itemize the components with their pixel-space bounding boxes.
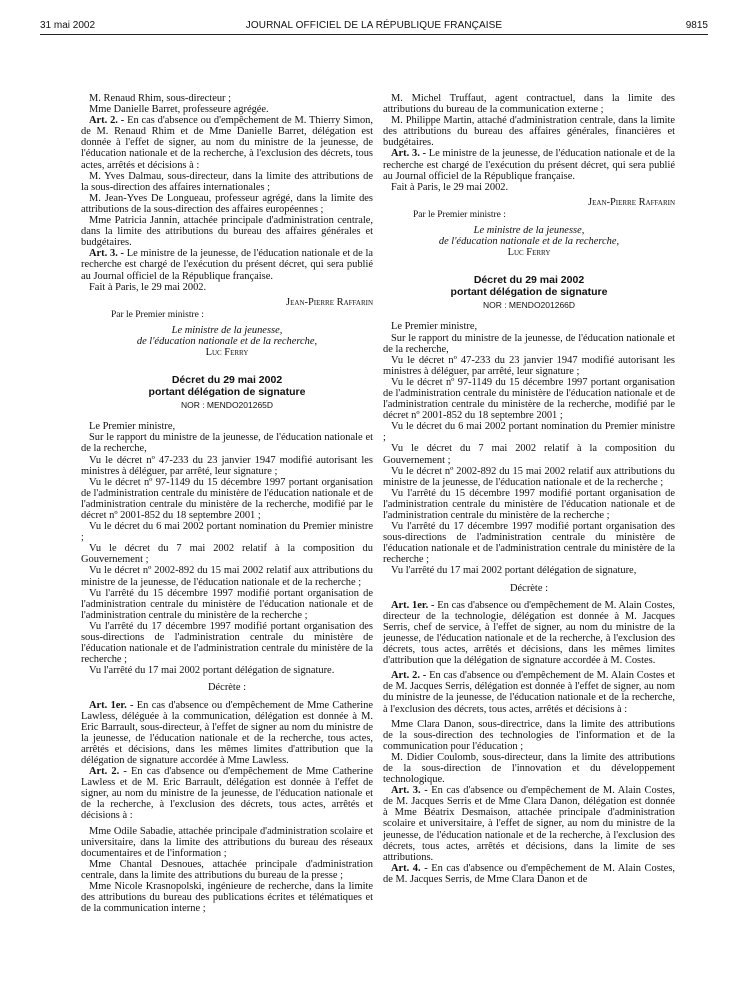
article-3 — [81, 248, 373, 281]
nor-reference: NOR : MENDO201265D — [180, 400, 274, 411]
paragraph: M. Philippe Martin, attaché d'administration centrale, dans la limite des attributions du bureau des affaires générales, financières et budgétaires. — [383, 115, 675, 149]
decree-title — [81, 374, 373, 398]
paragraph: Vu le décret nº 97-1149 du 15 décembre 1997 portant organisation de l'administration centrale du ministère de l'éducation nationale et de l'administration centrale du ministère de la recherche, modifié par le décret nº 2001-852 du 18 septembre 2001 ; — [81, 476, 373, 521]
article-label: Art. 2. - — [89, 115, 125, 127]
paragraph: M. Yves Dalmau, sous-directeur, dans la limite des attributions de la sous-direction des affaires internationales ; — [81, 170, 373, 193]
article-3 — [383, 785, 675, 863]
paragraph: Mme Danielle Barret, professeure agrégée. — [89, 104, 269, 116]
paragraph: Mme Clara Danon, sous-directrice, dans la limite des attributions de la sous-direction des technologies de l'information et de la communication pour l'éducation ; — [383, 718, 675, 752]
article-label: Art. 1er. - — [89, 699, 134, 711]
nor-reference: NOR : MENDO201266D — [482, 300, 576, 311]
article-label: Art. 2. - — [89, 766, 127, 778]
decree-title-line-1: Décret du 29 mai 2002 — [473, 274, 585, 287]
paragraph: Vu le décret du 7 mai 2002 relatif à la composition du Gouvernement ; — [383, 443, 675, 466]
paragraph: Vu le décret du 6 mai 2002 portant nomination du Premier ministre ; — [81, 521, 373, 544]
signature-minister: Luc Ferry — [205, 347, 249, 359]
article-text: Le ministre de la jeunesse, de l'éducation nationale et de la recherche est chargé de l'exécution du présent décret, qui sera publié au Journal officiel de la République française. — [81, 248, 373, 282]
signature-prime-minister: Jean-Pierre Raffarin — [286, 296, 373, 308]
paragraph: Vu le décret du 7 mai 2002 relatif à la composition du Gouvernement ; — [81, 543, 373, 566]
journal-title: JOURNAL OFFICIEL DE LA RÉPUBLIQUE FRANÇAISE — [245, 20, 503, 31]
article-2 — [383, 670, 675, 714]
paragraph: Mme Odile Sabadie, attachée principale d'administration scolaire et universitaire, dans la limite des attributions du bureau des réseaux documentaires et de l'information ; — [81, 825, 373, 859]
paragraph: Vu l'arrêté du 17 mai 2002 portant délégation de signature, — [391, 565, 637, 577]
page-number: 9815 — [685, 20, 708, 31]
article-label: Art. 3. - — [89, 248, 125, 260]
article-label: Art. 2. - — [391, 670, 427, 682]
paragraph: Vu le décret nº 2002-892 du 15 mai 2002 relatif aux attributions du ministre de la jeunesse, de l'éducation nationale et de la recherche ; — [81, 565, 373, 588]
paragraph: M. Jean-Yves De Longueau, professeur agrégé, dans la limite des attributions de la sous-direction des affaires européennes ; — [81, 192, 373, 215]
paragraph: Vu le décret nº 47-233 du 23 janvier 1947 modifié autorisant les ministres à déléguer, par arrêté, leur signature ; — [383, 354, 675, 377]
article-text: En cas d'absence ou d'empêchement de Mme Catherine Lawless, déléguée à la communication, délégation est donnée à M. Eric Barrault, sous-directeur, à l'effet de signer au nom du ministre de la jeunesse, de l'éducation nationale et de la recherche, tous actes, arrêtés et décisions, dans les mêmes limites d'attribution que la délégation de signature accordée à Mme Lawless. — [81, 699, 373, 766]
paragraph: Vu l'arrêté du 17 mai 2002 portant délégation de signature. — [89, 665, 335, 677]
paragraph: Sur le rapport du ministre de la jeunesse, de l'éducation nationale et de la recherche, — [81, 432, 373, 455]
signature-minister: Luc Ferry — [507, 247, 551, 259]
fait-line: Fait à Paris, le 29 mai 2002. — [391, 181, 509, 193]
paragraph: Mme Nicole Krasnopolski, ingénieure de recherche, dans la limite des attributions du bureau des publications écrites et télématiques et de la communication interne ; — [81, 881, 373, 915]
minister-line-1: Le ministre de la jeunesse, — [171, 324, 283, 336]
decrete-heading: Décrète : — [510, 582, 548, 594]
minister-line-1: Le ministre de la jeunesse, — [473, 225, 585, 237]
paragraph: Vu le décret nº 97-1149 du 15 décembre 1997 portant organisation de l'administration centrale du ministère de l'éducation nationale et de l'administration centrale du ministère de la recherche, modifié par le décret nº 2001-852 du 18 septembre 2001 ; — [383, 376, 675, 422]
article-3 — [383, 148, 675, 181]
decree-title-line-1: Décret du 29 mai 2002 — [171, 374, 283, 387]
decree-title-line-2: portant délégation de signature — [148, 386, 306, 399]
paragraph: Le Premier ministre, — [391, 321, 478, 333]
article-text: En cas d'absence ou d'empêchement de Mme Catherine Lawless et de M. Eric Barrault, délégation est donnée à l'effet de signer, au nom du ministre de la jeunesse, de l'éducation nationale et de la recherche, à l'exclusion des décrets, tous actes, arrêtés et décisions à : — [81, 766, 373, 822]
article-text: En cas d'absence ou d'empêchement de M. Alain Costes, de M. Jacques Serris, de Mme Clara Danon et de — [383, 862, 675, 885]
right-column — [383, 93, 675, 885]
signature-prime-minister: Jean-Pierre Raffarin — [588, 196, 675, 208]
article-2 — [81, 766, 373, 821]
header-rule — [40, 34, 708, 35]
fait-line: Fait à Paris, le 29 mai 2002. — [89, 281, 207, 293]
article-label: Art. 1er. - — [391, 599, 435, 611]
article-text: En cas d'absence ou d'empêchement de M. Alain Costes, directeur de la technologie, délégation est donnée à M. Jacques Serris, chef de service, à l'effet de signer, au nom du ministre de la jeunesse, de l'éducation nationale et de la recherche, à l'exclusion des décrets, tous actes, arrêtés et décisions, dans les mêmes limites d'attribution que la délégation de signature accordée à M. Costes. — [383, 599, 675, 667]
article-1 — [383, 600, 675, 667]
paragraph: M. Renaud Rhim, sous-directeur ; — [89, 93, 232, 104]
article-text: Le ministre de la jeunesse, de l'éducation nationale et de la recherche est chargé de l'exécution du présent décret, qui sera publié au Journal officiel de la République française. — [383, 148, 675, 182]
paragraph: Vu l'arrêté du 15 décembre 1997 modifié portant organisation de l'administration centrale du ministère de l'éducation nationale et de l'administration centrale du ministère de la recherche ; — [81, 587, 373, 621]
paragraph: Vu l'arrêté du 17 décembre 1997 modifié portant organisation des sous-directions de l'administration centrale du ministère de l'éducation nationale et de l'administration centrale du ministère de la recherche ; — [383, 521, 675, 566]
article-label: Art. 4. - — [391, 862, 428, 874]
article-text: En cas d'absence ou d'empêchement de M. Alain Costes et de M. Jacques Serris, délégation est donnée à l'effet de signer, au nom du ministre de la jeunesse, de l'éducation nationale et de la recherche, à l'exclusion des décrets, tous actes, arrêtés et décisions à : — [383, 670, 675, 715]
article-label: Art. 3. - — [391, 785, 428, 797]
article-2 — [81, 115, 373, 170]
paragraph: Vu le décret nº 2002-892 du 15 mai 2002 relatif aux attributions du ministre de la jeunesse, de l'éducation nationale et de la recherche ; — [383, 465, 675, 488]
minister-line-2: de l'éducation nationale et de la recherche, — [438, 236, 620, 248]
article-4 — [383, 863, 675, 885]
par-line: Par le Premier ministre : — [111, 309, 204, 320]
article-text: En cas d'absence ou d'empêchement de M. Thierry Simon, de M. Renaud Rhim et de Mme Danielle Barret, délégation est donnée à l'effet de signer, au nom du ministre de la jeunesse, de l'éducation nationale et de la recherche, à l'exclusion des décrets, tous actes, arrêtés et décisions à : — [81, 115, 374, 171]
paragraph: Vu l'arrêté du 17 décembre 1997 modifié portant organisation des sous-directions de l'administration centrale du ministère de l'éducation nationale et de l'administration centrale du ministère de la recherche ; — [81, 620, 373, 666]
article-1 — [81, 700, 373, 767]
decrete-heading: Décrète : — [208, 682, 246, 694]
paragraph: M. Michel Truffaut, agent contractuel, dans la limite des attributions du bureau de la communication externe ; — [383, 93, 675, 116]
paragraph: Sur le rapport du ministre de la jeunesse, de l'éducation nationale et de la recherche, — [383, 332, 675, 355]
paragraph: Vu l'arrêté du 15 décembre 1997 modifié portant organisation de l'administration centrale du ministère de l'éducation nationale et de l'administration centrale du ministère de la recherche ; — [383, 487, 675, 521]
minister-line-2: de l'éducation nationale et de la recherche, — [136, 335, 318, 347]
article-label: Art. 3. - — [391, 148, 427, 160]
page-header — [40, 18, 708, 38]
par-line: Par le Premier ministre : — [413, 209, 506, 220]
paragraph: Le Premier ministre, — [89, 421, 176, 433]
decree-title — [383, 274, 675, 298]
paragraph: Vu le décret nº 47-233 du 23 janvier 1947 modifié autorisant les ministres à déléguer, par arrêté, leur signature ; — [81, 454, 373, 477]
paragraph: Vu le décret du 6 mai 2002 portant nomination du Premier ministre ; — [383, 421, 675, 444]
paragraph: Mme Patricia Jannin, attachée principale d'administration centrale, dans la limite des attributions du bureau des affaires générales et budgétaires. — [81, 215, 373, 249]
header-date: 31 mai 2002 — [40, 20, 96, 31]
decree-title-line-2: portant délégation de signature — [450, 286, 608, 299]
left-column — [81, 93, 373, 914]
article-text: En cas d'absence ou d'empêchement de M. Alain Costes, de M. Jacques Serris et de Mme Clara Danon, délégation est donnée à Mme Béatrix Desmaison, attachée principale d'administration scolaire et universitaire, à l'effet de signer, au nom du ministre de la jeunesse, de l'éducation nationale et de la recherche, à l'exclusion des décrets, tous actes, arrêtés et décisions, dans la limite de ses attributions. — [383, 785, 675, 863]
paragraph: M. Didier Coulomb, sous-directeur, dans la limite des attributions de la sous-direction de l'innovation et du développement technologique. — [383, 751, 675, 786]
paragraph: Mme Chantal Desnoues, attachée principale d'administration centrale, dans la limite des attributions du bureau de la presse ; — [81, 858, 373, 881]
